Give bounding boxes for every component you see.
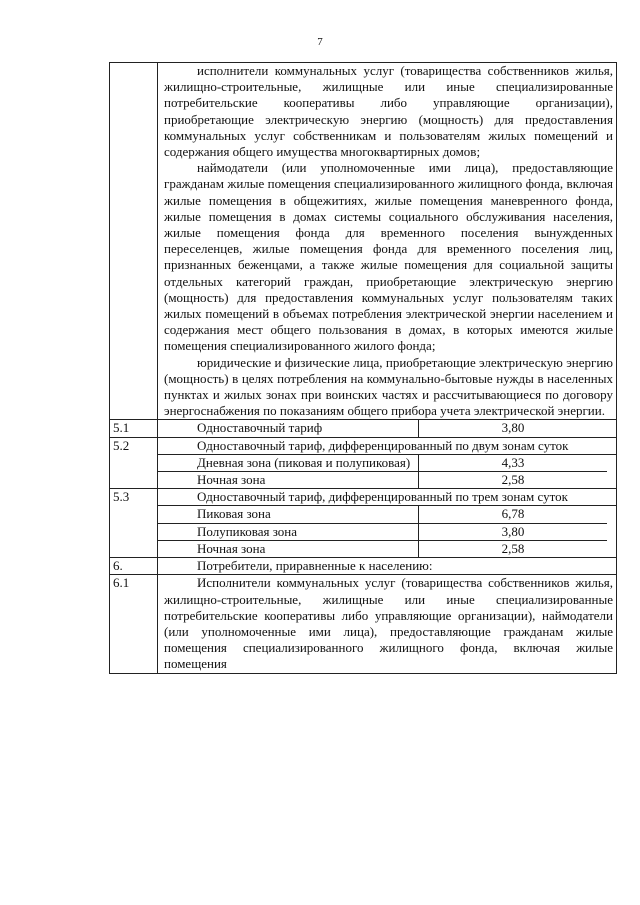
row-number: 5.2 <box>110 437 158 489</box>
tariff-table-page <box>109 62 617 674</box>
tariff-cell <box>158 420 617 437</box>
zone-label: Ночная зона <box>158 472 419 489</box>
category-heading: Потребители, приравненные к населению: <box>158 558 617 575</box>
paragraph: Исполнители коммунальных услуг (товарищества собственников жилья, жилищно-строительные, жилищные или иные специализированные потребительские кооперативы либо управляющие организации), наймодатели (или уполномоченные ими лица), предоставляющие гражданам жилые помещения специализированного жилищного фонда, включая жилые помещения <box>164 575 613 672</box>
row-number-cell <box>110 63 158 420</box>
paragraph: наймодатели (или уполномоченные ими лица), предоставляющие гражданам жилые помещения специализированного жилищного фонда, включая жилые помещения в общежитиях, жилые помещения маневренного фонда, жилые помещения в домах системы социального обслуживания населения, жилые помещения фонда для временного поселения вынужденных переселенцев, жилые помещения фонда для временного поселения лиц, признанных беженцами, а также жилые помещения для социальной защиты отдельных категорий граждан, приобретающие электрическую энергию (мощность) для предоставления коммунальных услуг пользователям таких жилых помещений в объемах потребления электрической энергии населением и содержания мест общего пользования в домах, в которых имеются жилые помещения специализированного жилого фонда; <box>164 160 613 354</box>
zone-table <box>158 506 607 557</box>
tariff-table <box>109 62 617 674</box>
zone-value: 4,33 <box>501 454 525 470</box>
zone-label: Полупиковая зона <box>158 523 419 540</box>
table-row <box>110 489 617 558</box>
tariff-title: Одноставочный тариф, дифференцированный по трем зонам суток <box>158 489 616 506</box>
zone-table <box>158 455 607 488</box>
row-number: 6. <box>110 558 158 575</box>
tariff-value: 3,80 <box>501 420 525 436</box>
tariff-title: Одноставочный тариф, дифференцированный по двум зонам суток <box>158 438 616 455</box>
row-number: 6.1 <box>110 575 158 673</box>
tariff-cell <box>158 489 617 558</box>
zone-row <box>158 455 607 472</box>
zone-row <box>158 472 607 489</box>
zone-row <box>158 506 607 523</box>
tariff-line <box>158 420 607 436</box>
tariff-cell <box>158 437 617 489</box>
table-row <box>110 558 617 575</box>
zone-row <box>158 523 607 540</box>
paragraph: исполнители коммунальных услуг (товарищества собственников жилья, жилищно-строительные, жилищные или иные специализированные потребительские кооперативы либо управляющие организации), приобретающие электрическую энергию (мощность) для предоставления коммунальных услуг собственникам и пользователям жилых помещений и содержания общего имущества многоквартирных домов; <box>164 63 613 160</box>
row-number: 5.1 <box>110 420 158 437</box>
table-row <box>110 437 617 489</box>
zone-value: 2,58 <box>419 540 608 557</box>
page-number: 7 <box>317 36 323 48</box>
zone-value: 6,78 <box>501 506 525 522</box>
zone-label: Ночная зона <box>158 540 419 557</box>
consumer-description-cell <box>158 575 617 673</box>
table-row <box>110 575 617 673</box>
zone-label: Дневная зона (пиковая и полупиковая) <box>158 455 419 472</box>
table-row <box>110 420 617 437</box>
table-row <box>110 63 617 420</box>
consumer-description-cell <box>158 63 617 420</box>
zone-row <box>158 540 607 557</box>
tariff-label: Одноставочный тариф <box>158 420 419 436</box>
paragraph: юридические и физические лица, приобретающие электрическую энергию (мощность) в целях потребления на коммунально-бытовые нужды в населенных пунктах и жилых зонах при воинских частях и рассчитывающиеся по договору энергоснабжения по показаниям общего прибора учета электрической энергии. <box>164 354 613 419</box>
row-number: 5.3 <box>110 489 158 558</box>
zone-value: 2,58 <box>419 472 608 489</box>
zone-value: 3,80 <box>419 523 608 540</box>
zone-label: Пиковая зона <box>158 506 419 523</box>
